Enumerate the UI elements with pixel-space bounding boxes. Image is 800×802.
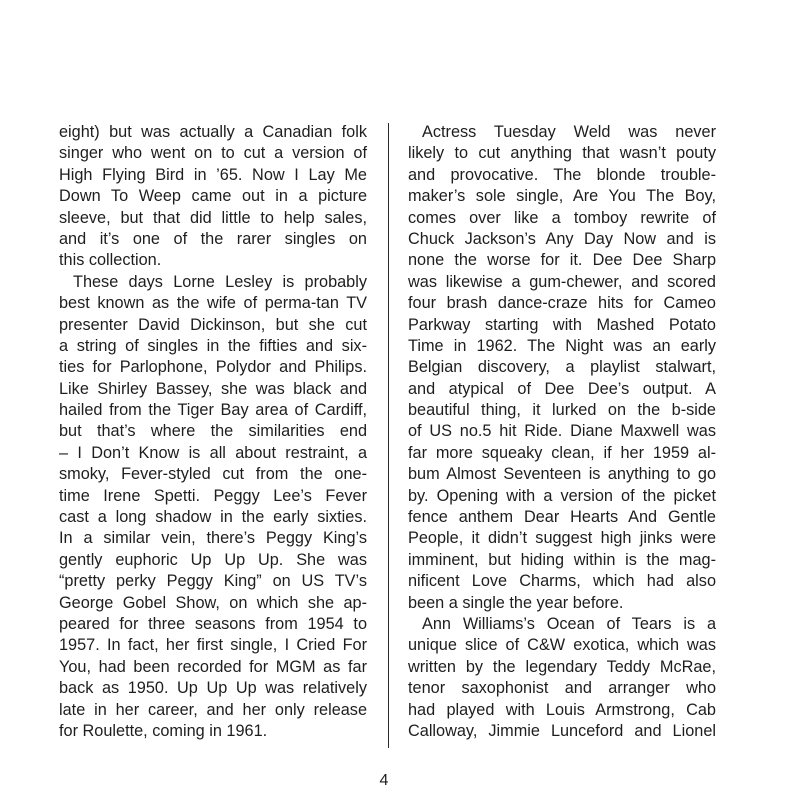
text-line: George Gobel Show, on which she ap-	[59, 593, 367, 612]
text-line: was likewise a gum-chewer, and scored	[408, 272, 716, 291]
text-line: fence anthem Dear Hearts And Gentle	[408, 508, 716, 527]
text-line: late in her career, and her only release	[59, 700, 367, 719]
text-line: Time in 1962. The Night was an early	[408, 336, 716, 355]
text-line: You, had been recorded for MGM as far	[59, 657, 367, 676]
text-line: and provocative. The blonde trouble-	[408, 165, 716, 184]
text-line: Calloway, Jimmie Lunceford and Lionel	[408, 721, 716, 740]
text-line: of US no.5 hit Ride. Diane Maxwell was	[408, 422, 716, 441]
text-line: sleeve, but that did little to help sales,	[59, 208, 367, 227]
text-line: back as 1950. Up Up Up was relatively	[59, 679, 367, 698]
text-line: time Irene Spetti. Peggy Lee’s Fever	[59, 486, 367, 505]
text-line: singer who went on to cut a version of	[59, 144, 367, 163]
text-line: imminent, but hiding within is the mag-	[408, 550, 716, 569]
text-line: a string of singles in the fifties and six-	[59, 336, 367, 355]
text-line: hailed from the Tiger Bay area of Cardiff,	[59, 401, 367, 420]
text-line: had played with Louis Armstrong, Cab	[408, 700, 716, 719]
text-line: – I Don’t Know is all about restraint, a	[59, 443, 367, 462]
text-line: 1957. In fact, her first single, I Cried For	[59, 636, 367, 655]
text-line: smoky, Fever-styled cut from the one-	[59, 465, 367, 484]
text-line: Like Shirley Bassey, she was black and	[59, 379, 367, 398]
text-line: unique slice of C&W exotica, which was	[408, 636, 716, 655]
text-line: by. Opening with a version of the picket	[408, 486, 716, 505]
text-line: Belgian discovery, a playlist stalwart,	[408, 358, 716, 377]
left-text-column	[59, 122, 367, 742]
text-line: been a single the year before.	[408, 593, 624, 612]
text-line: eight) but was actually a Canadian folk	[59, 123, 367, 141]
text-line: written by the legendary Teddy McRae,	[408, 657, 716, 676]
text-line: Down To Weep came out in a picture	[59, 187, 367, 206]
text-line: nificent Love Charms, which had also	[408, 572, 716, 591]
text-line: best known as the wife of perma-tan TV	[59, 294, 367, 313]
text-line: maker’s sole single, Are You The Boy,	[408, 187, 716, 206]
text-line: presenter David Dickinson, but she cut	[59, 315, 367, 334]
text-line: People, it didn’t suggest high jinks were	[408, 529, 716, 548]
text-line: tenor saxophonist and arranger who	[408, 679, 716, 698]
text-line: “pretty perky Peggy King” on US TV’s	[59, 572, 367, 591]
text-line: but that’s where the similarities end	[59, 422, 367, 441]
text-line: for Roulette, coming in 1961.	[59, 721, 268, 740]
text-line: this collection.	[59, 251, 162, 270]
text-line: bum Almost Seventeen is anything to go	[408, 465, 716, 484]
text-line: Parkway starting with Mashed Potato	[408, 315, 716, 334]
text-line: In a similar vein, there’s Peggy King’s	[59, 529, 367, 548]
column-divider	[388, 123, 389, 748]
text-line: and atypical of Dee Dee’s output. A	[408, 379, 716, 398]
text-line: ties for Parlophone, Polydor and Philips.	[59, 358, 367, 377]
text-line: four brash dance-craze hits for Cameo	[408, 294, 716, 313]
text-line: Ann Williams’s Ocean of Tears is a	[422, 614, 716, 633]
text-line: gently euphoric Up Up Up. She was	[59, 550, 367, 569]
text-line: none the worse for it. Dee Dee Sharp	[408, 251, 716, 270]
text-line: comes over like a tomboy rewrite of	[408, 208, 716, 227]
text-line: far more squeaky clean, if her 1959 al-	[408, 443, 716, 462]
text-line: and it’s one of the rarer singles on	[59, 229, 367, 248]
text-line: High Flying Bird in ’65. Now I Lay Me	[59, 165, 367, 184]
text-line: Actress Tuesday Weld was never	[422, 123, 716, 141]
page-number: 4	[379, 772, 389, 789]
text-line: beautiful thing, it lurked on the b-side	[408, 401, 716, 420]
text-line: cast a long shadow in the early sixties.	[59, 508, 367, 527]
text-line: Chuck Jackson’s Any Day Now and is	[408, 229, 716, 248]
text-line: peared for three seasons from 1954 to	[59, 614, 367, 633]
text-line: likely to cut anything that wasn’t pouty	[408, 144, 716, 163]
right-text-column	[408, 122, 716, 742]
text-line: These days Lorne Lesley is probably	[73, 272, 367, 291]
